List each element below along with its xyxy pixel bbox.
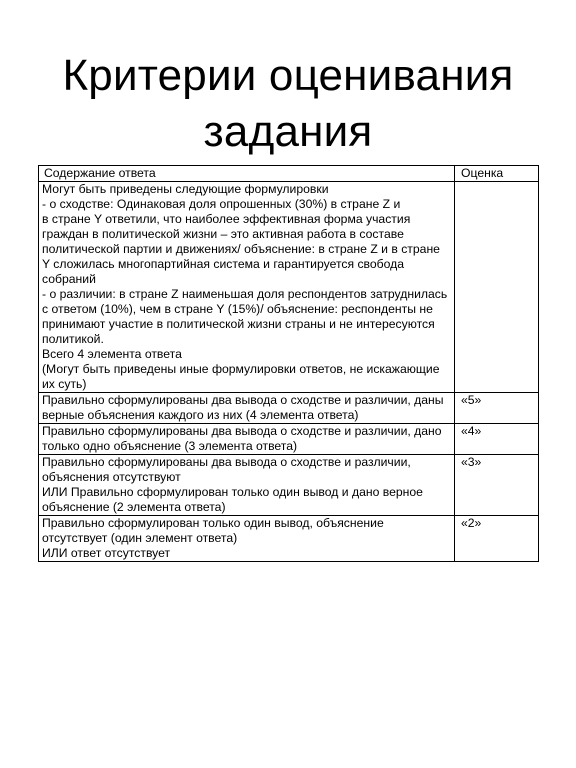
row-content <box>39 516 455 562</box>
row-content <box>39 182 455 393</box>
table-row <box>39 516 539 562</box>
page-title-line-1: Критерии оценивания <box>62 51 514 100</box>
row-score: «5» <box>455 393 539 424</box>
content-line: в стране Y ответили, что наиболее эффективная форма участия граждан в политической жизни – это активная работа в составе политической партии и движениях/ объяснение: в стране Z и в стране Y сложилась многопартийная система и гарантируется свобода собраний <box>42 212 440 286</box>
table-row <box>39 393 539 424</box>
table-row <box>39 424 539 455</box>
row-score: «2» <box>455 516 539 562</box>
table-header-row <box>39 166 539 182</box>
content-line: ИЛИ Правильно сформулирован только один вывод и дано верное объяснение (2 элемента ответа) <box>42 485 423 514</box>
criteria-table <box>38 165 539 562</box>
content-line: - о сходстве: Одинаковая доля опрошенных (30%) в стране Z и <box>42 197 401 211</box>
content-line: Правильно сформулирован только один вывод, объяснение отсутствует (один элемент ответа) <box>42 516 384 545</box>
content-line: ИЛИ ответ отсутствует <box>42 546 171 560</box>
header-score: Оценка <box>455 166 539 182</box>
row-content <box>39 455 455 516</box>
row-score: «4» <box>455 424 539 455</box>
row-content <box>39 393 455 424</box>
row-score <box>455 182 539 393</box>
table-row <box>39 455 539 516</box>
content-line: Правильно сформулированы два вывода о сходстве и различии, дано только одно объяснение (3 элемента ответа) <box>42 424 442 453</box>
content-line: - о различии: в стране Z наименьшая доля респондентов затруднилась с ответом (10%), чем в стране Y (15%)/ объяснение: респонденты не принимают участие в политической жизни страны и не интересуются политикой. <box>42 287 448 346</box>
row-score: «3» <box>455 455 539 516</box>
page-title <box>0 48 576 160</box>
content-line: (Могут быть приведены иные формулировки ответов, не искажающие их суть) <box>42 362 440 391</box>
content-line: Правильно сформулированы два вывода о сходстве и различии, объяснения отсутствуют <box>42 455 411 484</box>
row-content <box>39 424 455 455</box>
content-line: Всего 4 элемента ответа <box>42 347 182 361</box>
content-line: Могут быть приведены следующие формулировки <box>42 182 329 196</box>
header-content: Содержание ответа <box>39 166 455 182</box>
page-title-line-2: задания <box>203 107 373 156</box>
content-line: Правильно сформулированы два вывода о сходстве и различии, даны верные объяснения каждого из них (4 элемента ответа) <box>42 393 444 422</box>
table-row <box>39 182 539 393</box>
